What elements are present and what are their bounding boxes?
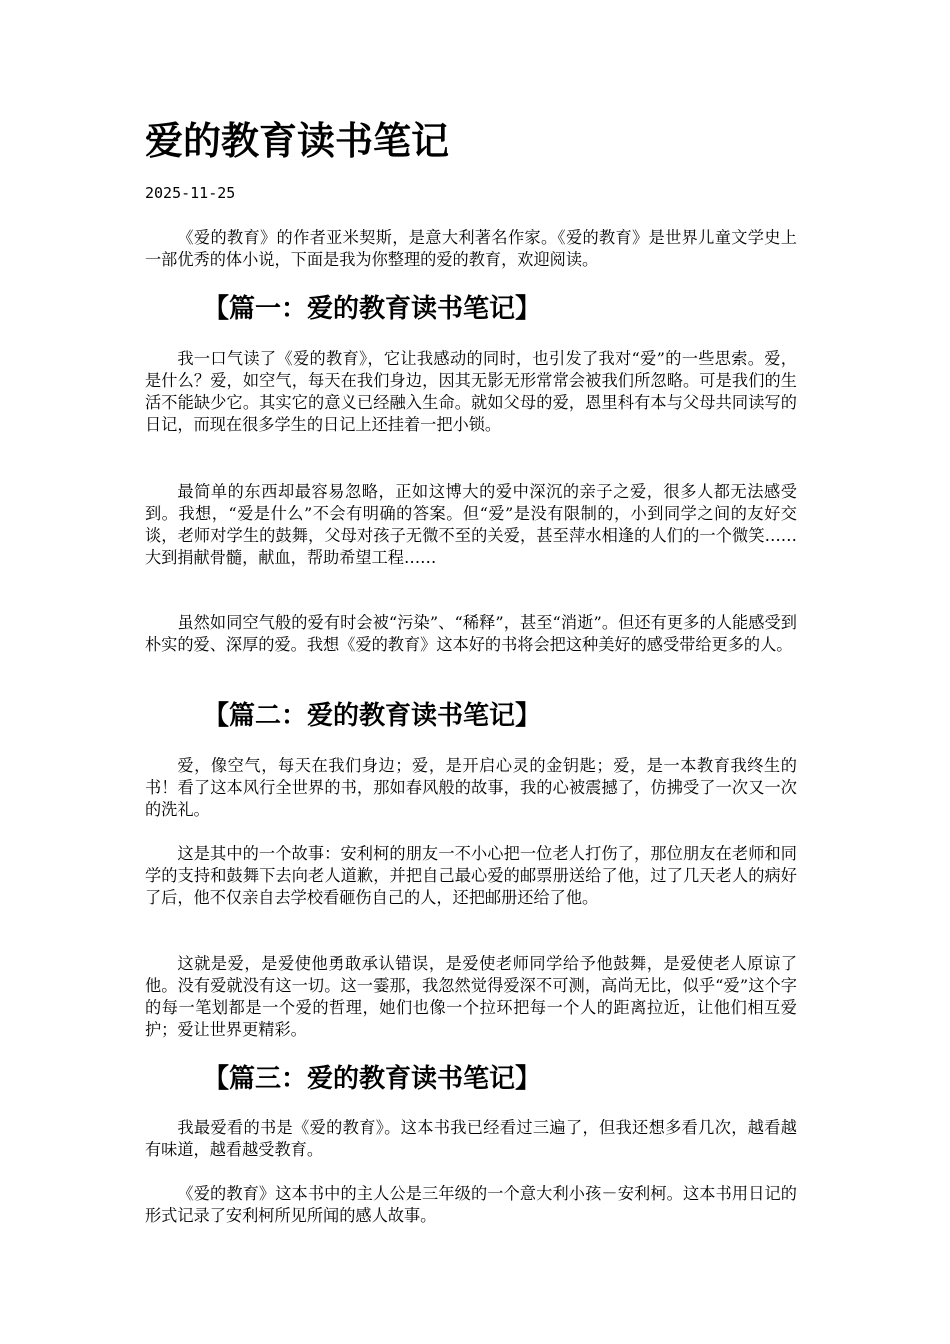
document-title: 爱的教育读书笔记	[145, 119, 450, 163]
intro-paragraph: 《爱的教育》的作者亚米契斯，是意大利著名作家。《爱的教育》是世界儿童文学史上一部优秀的体小说，下面是我为你整理的爱的教育，欢迎阅读。	[145, 228, 797, 269]
section-1-paragraph-3: 虽然如同空气般的爱有时会被“污染”、“稀释”，甚至“消逝”。但还有更多的人能感受到朴实的爱、深厚的爱。我想《爱的教育》这本好的书将会把这种美好的感受带给更多的人。	[145, 613, 797, 654]
section-3-paragraph-2: 《爱的教育》这本书中的主人公是三年级的一个意大利小孩－安利柯。这本书用日记的形式记录了安利柯所见所闻的感人故事。	[145, 1184, 797, 1225]
section-heading-3: 【篇三：爱的教育读书笔记】	[203, 1064, 542, 1094]
section-1-paragraph-2: 最简单的东西却最容易忽略，正如这博大的爱中深沉的亲子之爱，很多人都无法感受到。我想，“爱是什么”不会有明确的答案。但“爱”是没有限制的，小到同学之间的友好交谈，老师对学生的鼓舞，父母对孩子无微不至的关爱，甚至萍水相逢的人们的一个微笑……大到捐献骨髓，献血，帮助希望工程……	[145, 482, 797, 567]
section-heading-1: 【篇一：爱的教育读书笔记】	[203, 294, 542, 324]
document-date: 2025-11-25	[145, 184, 236, 202]
section-2-paragraph-1: 爱，像空气，每天在我们身边；爱，是开启心灵的金钥匙；爱，是一本教育我终生的书！看了这本风行全世界的书，那如春风般的故事，我的心被震撼了，仿拂受了一次又一次的洗礼。	[145, 756, 797, 819]
section-heading-2: 【篇二：爱的教育读书笔记】	[203, 701, 542, 731]
section-3-paragraph-1: 我最爱看的书是《爱的教育》。这本书我已经看过三遍了，但我还想多看几次，越看越有味道，越看越受教育。	[145, 1118, 797, 1159]
section-1-paragraph-1: 我一口气读了《爱的教育》，它让我感动的同时，也引发了我对“爱”的一些思索。爱，是什么？爱，如空气，每天在我们身边，因其无影无形常常会被我们所忽略。可是我们的生活不能缺少它。其实它的意义已经融入生命。就如父母的爱，恩里科有本与父母共同读写的日记，而现在很多学生的日记上还挂着一把小锁。	[145, 349, 797, 434]
section-2-paragraph-2: 这是其中的一个故事：安利柯的朋友一不小心把一位老人打伤了，那位朋友在老师和同学的支持和鼓舞下去向老人道歉，并把自己最心爱的邮票册送给了他，过了几天老人的病好了后，他不仅亲自去学校看砸伤自己的人，还把邮册还给了他。	[145, 844, 797, 907]
section-2-paragraph-3: 这就是爱，是爱使他勇敢承认错误，是爱使老师同学给予他鼓舞，是爱使老人原谅了他。没有爱就没有这一切。这一霎那，我忽然觉得爱深不可测，高尚无比，似乎“爱”这个字的每一笔划都是一个爱的哲理，她们也像一个拉环把每一个人的距离拉近，让他们相互爱护；爱让世界更精彩。	[145, 954, 797, 1039]
